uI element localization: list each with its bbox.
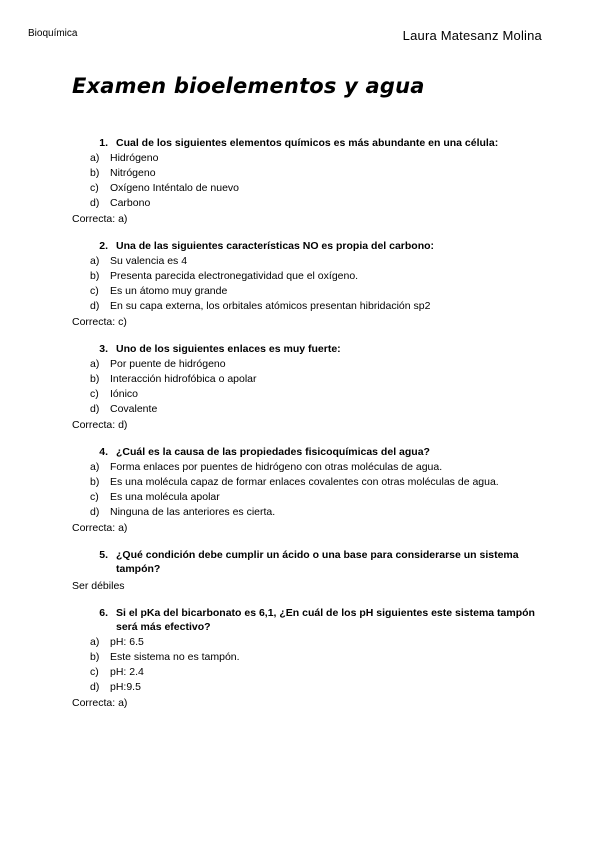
question-1	[72, 136, 542, 226]
question-5	[72, 548, 542, 593]
option-letter: b)	[90, 476, 100, 488]
option-letter: a)	[90, 636, 100, 648]
option-text: Es una molécula capaz de formar enlaces covalentes con otras moléculas de agua.	[110, 476, 499, 488]
option-letter: c)	[90, 285, 99, 297]
option-c	[72, 387, 542, 402]
question-6	[72, 606, 542, 710]
option-letter: a)	[90, 461, 100, 473]
option-letter: c)	[90, 388, 99, 400]
question-text: ¿Qué condición debe cumplir un ácido o una base para considerarse un sistema tampón?	[116, 549, 519, 575]
option-text: Carbono	[110, 197, 151, 209]
option-letter: c)	[90, 182, 99, 194]
answer-text: Correcta: a)	[72, 213, 128, 225]
option-c	[72, 284, 542, 299]
answer-text: Correcta: c)	[72, 316, 127, 328]
option-letter: a)	[90, 152, 100, 164]
option-letter: d)	[90, 300, 100, 312]
answer-text: Correcta: a)	[72, 697, 128, 709]
question-list	[72, 136, 542, 723]
question-text: Cual de los siguientes elementos químicos es más abundante en una célula:	[116, 137, 499, 149]
question-text: Una de las siguientes características NO es propia del carbono:	[116, 240, 435, 252]
option-b	[72, 166, 542, 181]
option-list	[72, 151, 542, 211]
answer-text: Ser débiles	[72, 580, 125, 592]
option-text: Iónico	[110, 388, 139, 400]
question-text: Uno de los siguientes enlaces es muy fuerte:	[116, 343, 341, 355]
question-text: ¿Cuál es la causa de las propiedades fisicoquímicas del agua?	[116, 446, 430, 458]
option-letter: d)	[90, 403, 100, 415]
option-letter: d)	[90, 197, 100, 209]
option-a	[72, 254, 542, 269]
option-text: Oxígeno Inténtalo de nuevo	[110, 182, 240, 194]
option-text: pH: 2.4	[110, 666, 144, 678]
subject-label: Bioquímica	[28, 28, 78, 39]
option-text: Este sistema no es tampón.	[110, 651, 240, 663]
option-text: Su valencia es 4	[110, 255, 188, 267]
option-letter: c)	[90, 666, 99, 678]
option-b	[72, 372, 542, 387]
option-a	[72, 460, 542, 475]
question-text: Si el pKa del bicarbonato es 6,1, ¿En cuál de los pH siguientes este sistema tampón será más efectivo?	[116, 607, 535, 633]
page-title: Examen bioelementos y agua	[72, 74, 425, 98]
option-d	[72, 505, 542, 520]
answer-text: Correcta: a)	[72, 522, 128, 534]
option-c	[72, 181, 542, 196]
option-text: Ninguna de las anteriores es cierta.	[110, 506, 276, 518]
option-a	[72, 151, 542, 166]
option-d	[72, 299, 542, 314]
option-text: Interacción hidrofóbica o apolar	[110, 373, 257, 385]
option-list	[72, 635, 542, 695]
option-letter: d)	[90, 506, 100, 518]
option-d	[72, 680, 542, 695]
option-letter: b)	[90, 167, 100, 179]
option-text: pH:9.5	[110, 681, 141, 693]
option-b	[72, 475, 542, 490]
question-number: 3.	[99, 343, 108, 355]
option-b	[72, 269, 542, 284]
option-text: Presenta parecida electronegatividad que el oxígeno.	[110, 270, 359, 282]
question-number: 6.	[99, 607, 108, 619]
option-text: Covalente	[110, 403, 158, 415]
option-c	[72, 665, 542, 680]
question-2	[72, 239, 542, 329]
option-text: Por puente de hidrógeno	[110, 358, 226, 370]
option-list	[72, 254, 542, 314]
option-d	[72, 196, 542, 211]
option-list	[72, 460, 542, 520]
option-text: pH: 6.5	[110, 636, 144, 648]
question-number: 1.	[99, 137, 108, 149]
answer-text: Correcta: d)	[72, 419, 128, 431]
option-text: Forma enlaces por puentes de hidrógeno con otras moléculas de agua.	[110, 461, 443, 473]
option-letter: b)	[90, 651, 100, 663]
option-letter: d)	[90, 681, 100, 693]
option-text: Hidrógeno	[110, 152, 159, 164]
option-letter: c)	[90, 491, 99, 503]
option-list	[72, 357, 542, 417]
option-d	[72, 402, 542, 417]
question-number: 5.	[99, 549, 108, 561]
option-letter: b)	[90, 373, 100, 385]
question-number: 2.	[99, 240, 108, 252]
option-text: En su capa externa, los orbitales atómicos presentan hibridación sp2	[110, 300, 431, 312]
option-b	[72, 650, 542, 665]
question-number: 4.	[99, 446, 108, 458]
author-name: Laura Matesanz Molina	[402, 28, 542, 43]
question-4	[72, 445, 542, 535]
option-text: Nitrógeno	[110, 167, 156, 179]
option-text: Es un átomo muy grande	[110, 285, 228, 297]
option-letter: b)	[90, 270, 100, 282]
option-c	[72, 490, 542, 505]
option-a	[72, 357, 542, 372]
option-text: Es una molécula apolar	[110, 491, 220, 503]
option-a	[72, 635, 542, 650]
option-letter: a)	[90, 358, 100, 370]
question-3	[72, 342, 542, 432]
option-letter: a)	[90, 255, 100, 267]
